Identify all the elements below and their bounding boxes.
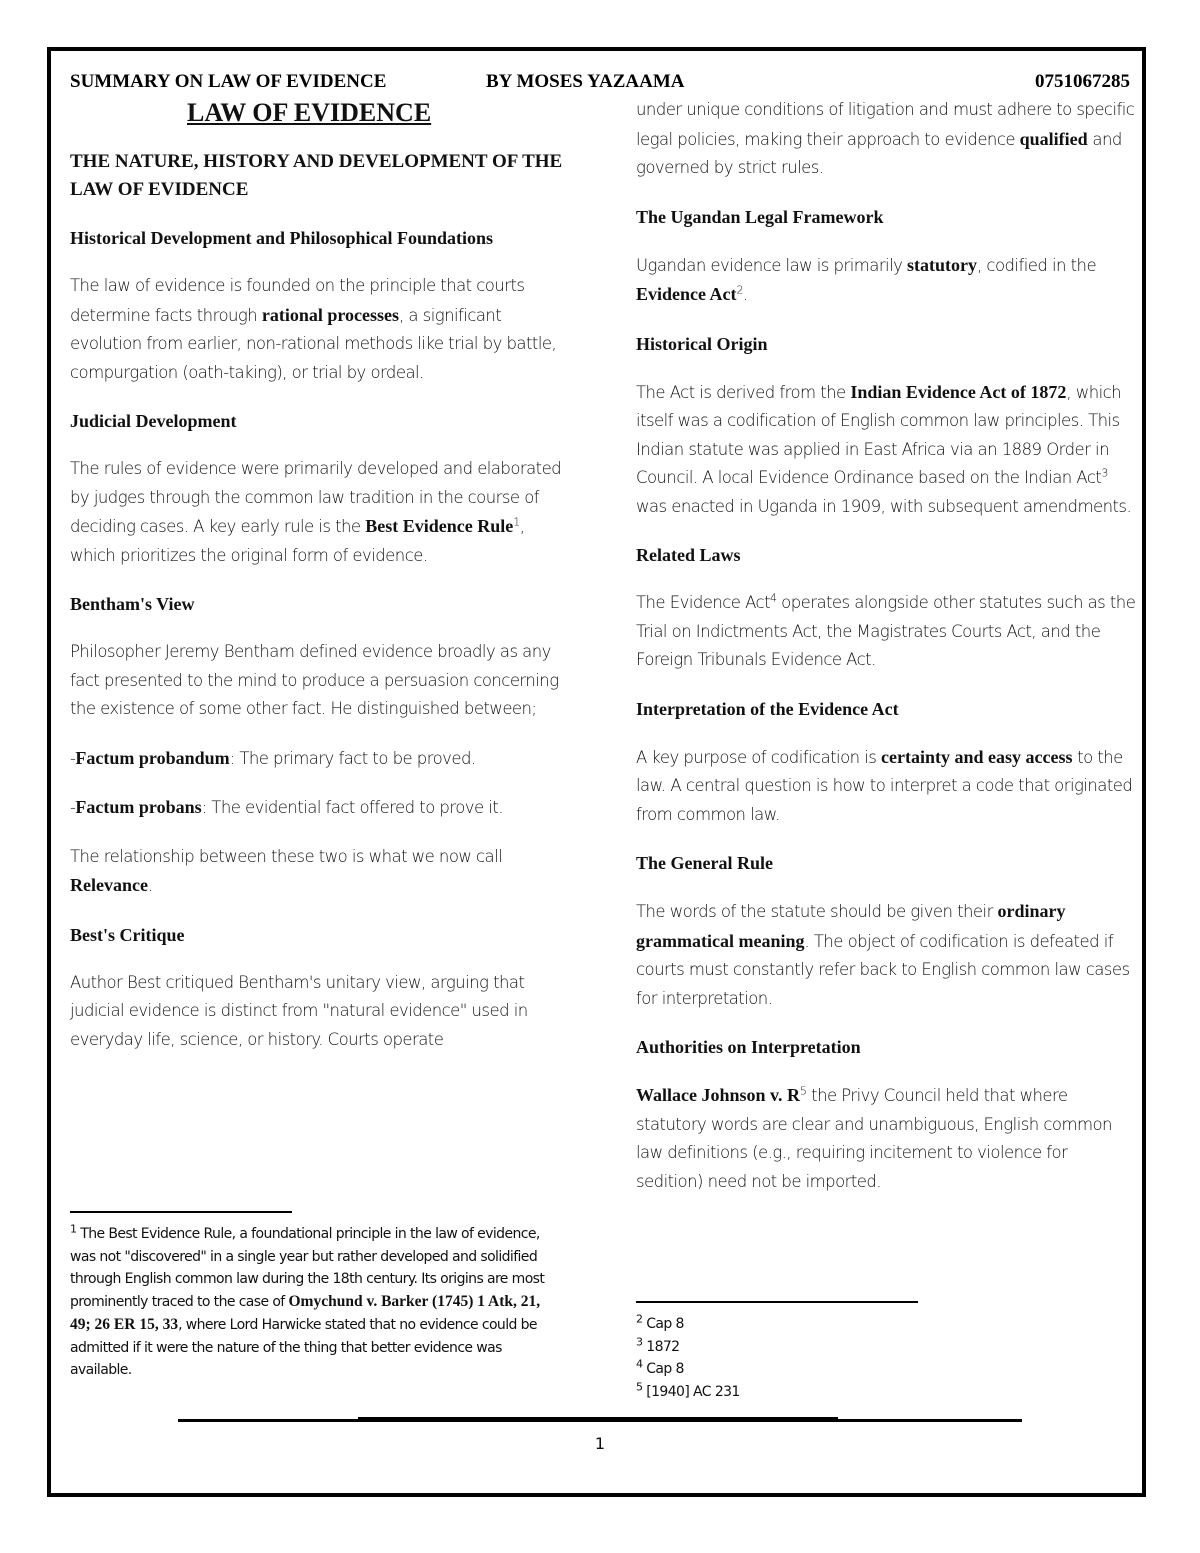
footnote-separator-left	[70, 1211, 292, 1213]
bold-text: Factum probans	[75, 797, 202, 817]
text: , which prioritizes the original form of evidence.	[70, 517, 525, 565]
paragraph-relevance	[70, 843, 565, 901]
paragraph-factum-probandum	[70, 744, 565, 774]
paragraph-bentham: Philosopher Jeremy Bentham defined evidence broadly as any fact presented to the mind to produce a persuasion concerning the existence of some other fact. He distinguished between;	[70, 642, 559, 718]
footnote-marker: 3	[636, 1335, 643, 1349]
heading-historical-development: Historical Development and Philosophical Foundations	[70, 228, 494, 248]
footnote-2	[636, 1313, 926, 1336]
text: , a significant evolution from earlier, non-rational methods like trial by battle, compurgation (oath-taking), or trial by ordeal.	[70, 305, 557, 382]
bold-text: certainty and easy access	[881, 746, 1073, 767]
text: , codified in the	[977, 255, 1097, 275]
text: The relationship between these two is what we now call	[70, 846, 503, 866]
bold-text: qualified	[1019, 128, 1088, 149]
paragraph-related	[636, 589, 1136, 675]
footnote-marker: 2	[636, 1312, 643, 1326]
right-column	[636, 96, 1136, 1196]
footnote-5	[636, 1381, 926, 1404]
footer-rule	[178, 1419, 1022, 1422]
paragraph-framework	[636, 251, 1136, 310]
footnote-marker: 5	[636, 1380, 643, 1394]
text: and governed by strict rules.	[636, 129, 1122, 177]
heading-benthams-view: Bentham's View	[70, 594, 195, 614]
heading-interpretation: Interpretation of the Evidence Act	[636, 698, 899, 719]
bold-text: ordinary grammatical meaning	[636, 901, 1066, 951]
header-phone: 0751067285	[1035, 71, 1130, 92]
main-title: LAW OF EVIDENCE	[187, 98, 432, 127]
text: A key purpose of codification is	[636, 747, 882, 767]
text: The law of evidence is founded on the principle that courts determine facts through	[70, 276, 525, 325]
bold-text: Factum probandum	[75, 747, 230, 768]
paragraph-authorities	[636, 1081, 1136, 1196]
footnote-ref: 1	[513, 515, 520, 529]
footnote-ref: 2	[736, 283, 743, 297]
text: -	[70, 798, 76, 817]
paragraph-origin	[636, 378, 1136, 522]
heading-ugandan-framework: The Ugandan Legal Framework	[636, 206, 884, 227]
header-author: BY MOSES YAZAAMA	[486, 71, 685, 92]
section-subtitle: THE NATURE, HISTORY AND DEVELOPMENT OF THE LAW OF EVIDENCE	[70, 151, 563, 200]
text: Cap 8	[642, 1361, 684, 1378]
bold-text: rational processes	[261, 304, 400, 325]
left-column	[70, 96, 565, 1054]
heading-general-rule: The General Rule	[636, 853, 773, 873]
paragraph-founded	[70, 272, 565, 387]
text: The words of the statute should be given their	[636, 902, 998, 921]
text: 1872	[642, 1338, 680, 1355]
footnote-ref: 3	[1101, 466, 1108, 480]
text: The Evidence Act	[636, 593, 770, 612]
footnote-separator-right	[636, 1301, 918, 1303]
header-document-title: SUMMARY ON LAW OF EVIDENCE	[70, 71, 387, 92]
text: : The primary fact to be proved.	[229, 748, 476, 768]
bold-text: Evidence Act	[636, 284, 737, 304]
bold-text: Best Evidence Rule	[365, 516, 514, 536]
paragraph-interpretation	[636, 743, 1136, 830]
footnote-4	[636, 1358, 926, 1381]
paragraph-judicial	[70, 455, 565, 570]
footnote-1	[70, 1223, 560, 1382]
paragraph-continued	[636, 96, 1136, 183]
text: The rules of evidence were primarily developed and elaborated by judges through the common law tradition in the course of deciding cases. A key early rule is the	[70, 459, 562, 536]
text: .	[742, 285, 748, 304]
heading-judicial-development: Judicial Development	[70, 411, 237, 431]
bold-text: Omychund v. Barker (1745) 1 Atk, 21, 49; 26 ER 15, 33	[70, 1293, 541, 1333]
text: The Best Evidence Rule, a foundational principle in the law of evidence, was not "discovered" in a single year but rather developed and solidified through English common law during the 18th century. Its origins are most prominently traced to the case of	[70, 1226, 545, 1311]
text: the Privy Council held that where statutory words are clear and unambiguous, English common law definitions (e.g., requiring incitement to violence for sedition) need not be imported.	[636, 1086, 1112, 1191]
text: . The object of codification is defeated if courts must constantly refer back to English common law cases for interpretation.	[636, 931, 1130, 1008]
bold-text: Relevance	[70, 875, 148, 895]
bold-text: statutory	[907, 254, 978, 275]
text: , which itself was a codification of English common law principles. This Indian statute was applied in East Africa via an 1889 Order in Council. A local Evidence Ordinance based on the Indian Act	[636, 382, 1122, 487]
text: -	[70, 748, 76, 768]
page-number: 1	[594, 1434, 606, 1453]
footnote-marker: 1	[70, 1222, 77, 1236]
page-header	[70, 71, 1130, 97]
heading-historical-origin: Historical Origin	[636, 333, 768, 354]
text: operates alongside other statutes such as the Trial on Indictments Act, the Magistrates Courts Act, and the Foreign Tribunals Evidence Act.	[636, 593, 1136, 669]
footnote-marker: 4	[636, 1357, 643, 1371]
heading-bests-critique: Best's Critique	[70, 924, 185, 945]
bold-text: Wallace Johnson v. R	[636, 1085, 801, 1105]
footnote-ref: 5	[800, 1084, 807, 1098]
text: , where Lord Harwicke stated that no evidence could be admitted if it were the nature of the thing that better evidence was available.	[70, 1316, 537, 1379]
text: : The evidential fact offered to prove it.	[201, 798, 503, 817]
footnote-ref: 4	[770, 591, 777, 605]
paragraph-general	[636, 897, 1136, 1013]
text: was enacted in Uganda in 1909, with subsequent amendments.	[636, 496, 1132, 516]
heading-related-laws: Related Laws	[636, 545, 741, 565]
text: under unique conditions of litigation and must adhere to specific legal policies, making their approach to evidence	[636, 100, 1135, 149]
text: Cap 8	[642, 1316, 684, 1332]
paragraph-best: Author Best critiqued Bentham's unitary view, arguing that judicial evidence is distinct from "natural evidence" used in everyday life, science, or history. Courts operate	[70, 972, 528, 1049]
heading-authorities: Authorities on Interpretation	[636, 1037, 861, 1057]
text: Ugandan evidence law is primarily	[636, 255, 908, 275]
text: to the law. A central question is how to interpret a code that originated from common law.	[636, 747, 1133, 824]
paragraph-factum-probans	[70, 793, 565, 823]
text: The Act is derived from the	[636, 382, 851, 402]
footnote-3	[636, 1336, 926, 1359]
bold-text: Indian Evidence Act of 1872	[850, 381, 1067, 402]
text: .	[147, 876, 153, 895]
footnotes-right	[636, 1313, 926, 1404]
text: [1940] AC 231	[642, 1384, 740, 1401]
